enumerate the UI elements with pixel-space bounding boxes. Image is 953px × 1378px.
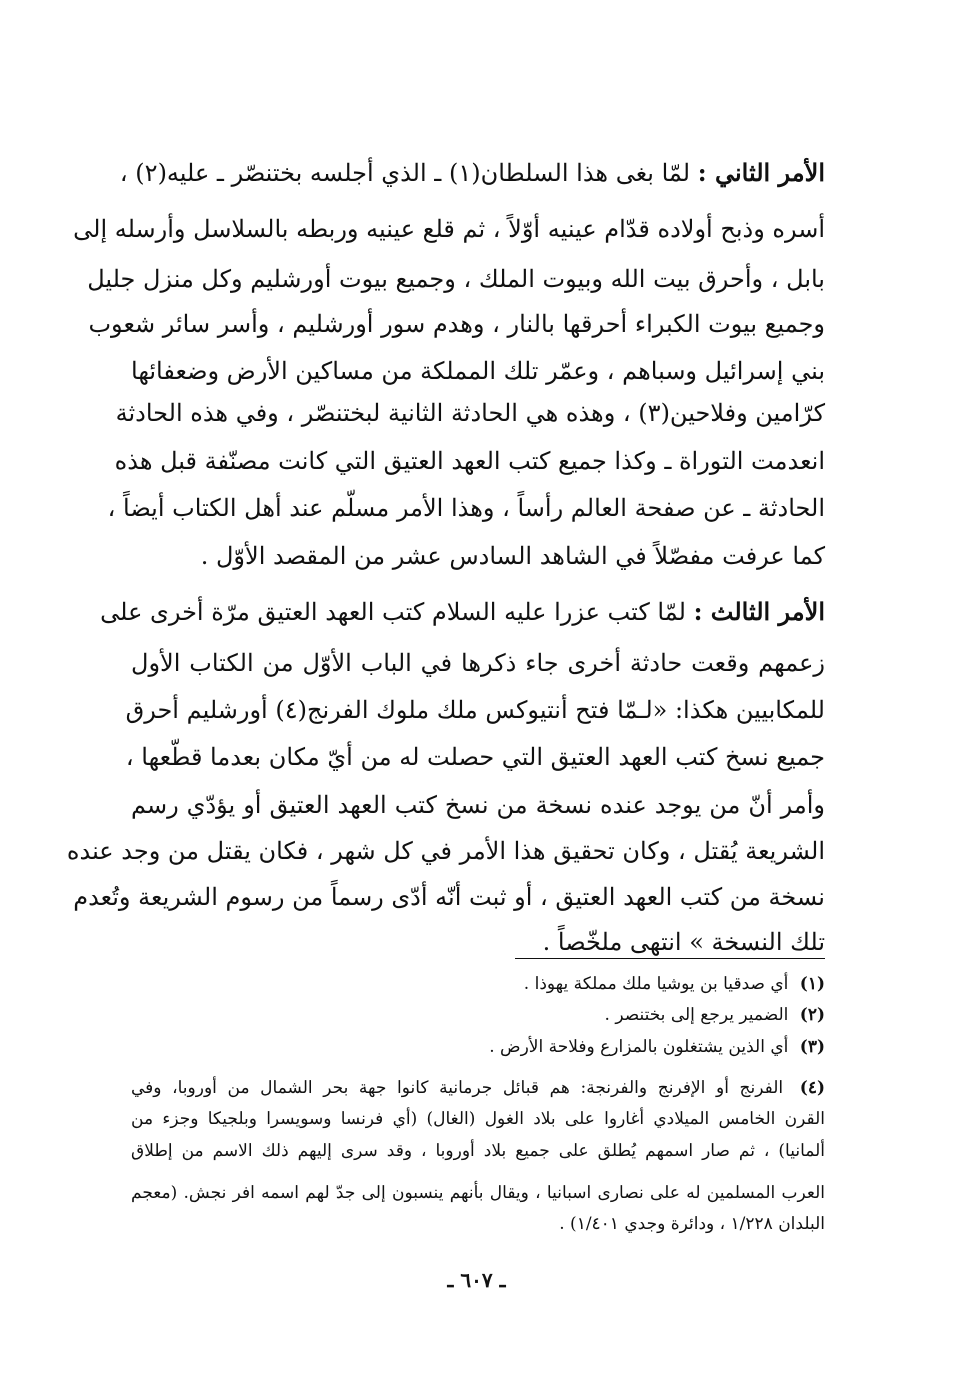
footnote-1 bbox=[131, 972, 825, 996]
footnote-text: أي صدقيا بن يوشيا ملك مملكة يهوذا . bbox=[523, 974, 789, 994]
footnote-separator bbox=[515, 958, 825, 959]
paragraph3-line-6: الشريعة يُقتل ، وكان تحقيق هذا الأمر في كل شهر ، فكان يقتل من وجد عنده bbox=[66, 837, 825, 865]
paragraph3-line-4: جميع نسخ كتب العهد العتيق التي حصلت له من أيّ مكان بعدما قطّعها ، bbox=[125, 743, 825, 771]
footnote-text: الفرنج أو الإفرنج والفرنجة: هم قبائل جرمانية كانوا جهة بحر الشمال من أوروبا، وفي bbox=[131, 1078, 784, 1098]
footnote-number: (١) bbox=[799, 974, 825, 994]
footnote-number: (٤) bbox=[799, 1078, 825, 1098]
paragraph3-lead: الأمر الثالث : bbox=[693, 597, 825, 626]
paragraph2-line-3: بابل ، وأحرق بيت الله وبيوت الملك ، وجميع بيوت أورشليم وكل منزل جليل bbox=[87, 265, 825, 293]
paragraph2-line-7: انعدمت التوراة ـ وكذا جميع كتب العهد العتيق التي كانت مصنّفة قبل هذه bbox=[114, 447, 825, 475]
footnote-text: أي الذين يشتغلون بالمزارع وفلاحة الأرض . bbox=[489, 1037, 789, 1057]
footnote-3 bbox=[131, 1035, 825, 1059]
paragraph2-line-text: لمّا بغى هذا السلطان(١) ـ الذي أجلسه بختنصّر ـ عليه(٢) ، bbox=[119, 159, 691, 187]
paragraph2-line-6: كرّامين وفلاحين(٣) ، وهذه هي الحادثة الثانية لبختنصّر ، وفي هذه الحادثة bbox=[115, 399, 825, 427]
paragraph2-line-1 bbox=[119, 158, 825, 188]
paragraph2-line-5: بني إسرائيل وسباهم ، وعمّر تلك المملكة من مساكين الأرض وضعفائها bbox=[131, 357, 825, 385]
footnote-4-line-3: ألمانيا) ، ثم صار اسمهم يُطلق على جميع بلاد أوروبا ، وقد سرى إليهم ذلك الاسم من إطلاق bbox=[131, 1141, 825, 1161]
paragraph3-line-3: للمكابيين هكذا: «لـمّا فتح أنتيوكس ملك ملوك الفرنج(٤) أورشليم أحرق bbox=[125, 696, 825, 724]
paragraph2-line-2: أسره وذبح أولاده قدّام عينيه أوّلاً ، ثم قلع عينيه وربطه بالسلاسل وأرسله إلى bbox=[73, 215, 825, 243]
paragraph3-line-text: لمّا كتب عزرا عليه السلام كتب العهد العتيق مرّة أخرى على bbox=[100, 598, 686, 626]
paragraph2-line-4: وجميع بيوت الكبراء أحرقها بالنار ، وهدم سور أورشليم ، وأسر سائر شعوب bbox=[88, 310, 825, 338]
footnote-number: (٢) bbox=[799, 1005, 825, 1025]
paragraph3-line-1 bbox=[100, 597, 825, 627]
footnote-4-line-2: القرن الخامس الميلادي أغاروا على بلاد الغول (الغال) (أي فرنسا وسويسرا وبلجيكا وجزء من bbox=[131, 1109, 825, 1129]
footnote-4-line-4: العرب المسلمين له على نصارى اسبانيا ، ويقال بأنهم ينسبون إلى جدّ لهم اسمه افر نجش. (معجم bbox=[131, 1183, 825, 1203]
paragraph3-line-7: نسخة من كتب العهد العتيق ، أو ثبت أنّه أدّى رسماً من رسوم الشريعة وتُعدم bbox=[73, 883, 825, 911]
footnote-text: الضمير يرجع إلى بختنصر . bbox=[604, 1005, 789, 1025]
paragraph3-line-8: تلك النسخة » انتهى ملخّصاً . bbox=[542, 928, 825, 956]
footnote-4-line-1 bbox=[131, 1076, 825, 1100]
paragraph3-line-2: زعمهم وقعت حادثة أخرى جاء ذكرها في الباب الأوّل من الكتاب الأول bbox=[131, 649, 825, 677]
paragraph3-line-5: وأمر أنّ من يوجد عنده نسخة من نسخ كتب العهد العتيق أو يؤدّي رسم bbox=[131, 791, 825, 819]
paragraph2-lead: الأمر الثاني : bbox=[697, 158, 825, 187]
paragraph2-line-8: الحادثة ـ عن صفحة العالم رأساً ، وهذا الأمر مسلّم عند أهل الكتاب أيضاً ، bbox=[107, 494, 825, 522]
paragraph2-line-9: كما عرفت مفصّلاً في الشاهد السادس عشر من المقصد الأوّل . bbox=[200, 542, 825, 570]
footnote-number: (٣) bbox=[799, 1037, 825, 1057]
footnote-2 bbox=[131, 1003, 825, 1027]
footnote-4-line-5: البلدان ١/٢٢٨ ، ودائرة وجدي ١/٤٠١) . bbox=[559, 1214, 825, 1234]
page-number: ـ ٦٠٧ ـ bbox=[447, 1268, 506, 1292]
